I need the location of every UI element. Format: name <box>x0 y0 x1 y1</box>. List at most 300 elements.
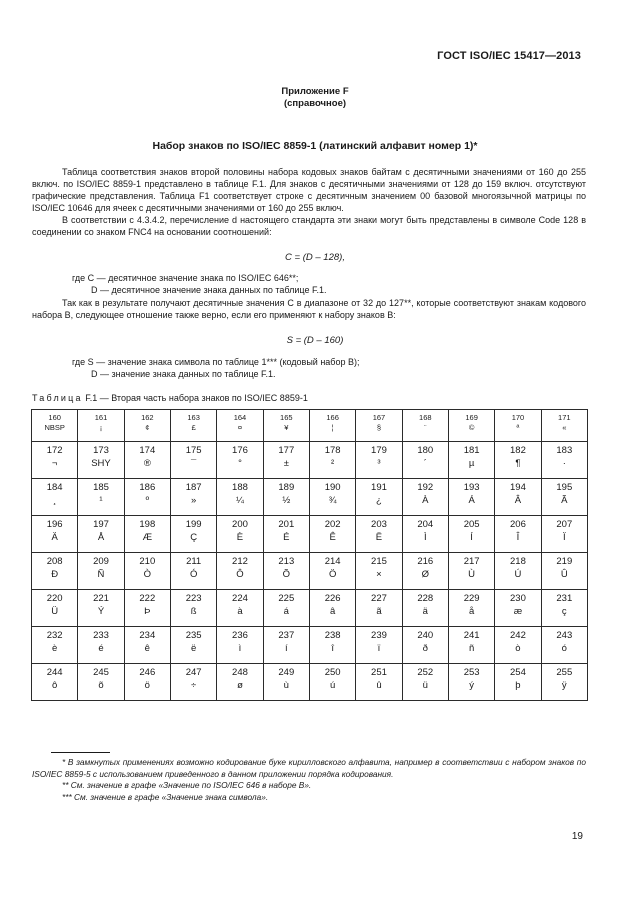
table-cell <box>32 590 78 627</box>
character-glyph: Ñ <box>97 568 105 580</box>
character-glyph: º <box>145 494 150 506</box>
character-glyph: ð <box>422 642 428 654</box>
table-cell <box>263 664 309 701</box>
character-glyph: ¥ <box>284 423 289 432</box>
table-row <box>32 664 588 701</box>
character-glyph: ë <box>191 642 197 654</box>
character-glyph: ø <box>237 679 243 691</box>
decimal-code: 164 <box>233 413 247 422</box>
decimal-code: 247 <box>185 667 202 678</box>
decimal-code: 225 <box>278 593 295 604</box>
character-glyph: µ <box>468 457 475 469</box>
decimal-code: 246 <box>139 667 156 678</box>
decimal-code: 214 <box>324 556 341 567</box>
character-glyph: ¼ <box>236 494 244 506</box>
decimal-code: 244 <box>46 667 63 678</box>
character-glyph: ã <box>376 605 382 617</box>
table-cell <box>170 627 216 664</box>
decimal-code: 220 <box>46 593 63 604</box>
decimal-code: 169 <box>465 413 478 422</box>
table-cell <box>217 553 263 590</box>
decimal-code: 199 <box>185 519 202 530</box>
table-row <box>32 590 588 627</box>
character-glyph: ² <box>331 457 335 469</box>
table-cell <box>356 590 402 627</box>
decimal-code: 192 <box>417 482 434 493</box>
character-glyph: ¤ <box>237 423 243 432</box>
table-cell <box>124 590 170 627</box>
character-glyph: ¢ <box>145 423 150 432</box>
character-glyph: Ü <box>51 605 59 617</box>
decimal-code: 168 <box>419 413 432 422</box>
table-cell <box>78 664 124 701</box>
decimal-code: 189 <box>278 482 295 493</box>
table-cell <box>402 627 448 664</box>
decimal-code: 231 <box>556 593 573 604</box>
character-glyph: æ <box>513 605 523 617</box>
character-glyph: Â <box>514 494 522 506</box>
character-glyph: Ó <box>189 568 198 580</box>
table-cell <box>448 479 494 516</box>
character-glyph: ä <box>422 605 428 617</box>
footnotes <box>32 757 586 803</box>
character-glyph: ® <box>143 457 151 469</box>
table-cell <box>263 410 309 442</box>
character-glyph: ¸ <box>53 494 57 506</box>
character-glyph: » <box>191 494 197 506</box>
decimal-code: 253 <box>463 667 480 678</box>
table-cell <box>78 553 124 590</box>
decimal-code: 173 <box>93 445 109 456</box>
table-cell <box>495 627 541 664</box>
table-cell <box>541 516 587 553</box>
table-cell <box>32 664 78 701</box>
formula-1: C = (D – 128), <box>285 252 345 263</box>
character-glyph: ¯ <box>191 457 197 469</box>
character-glyph: û <box>376 679 382 691</box>
character-glyph: ¬ <box>51 457 58 469</box>
decimal-code: 184 <box>46 482 63 493</box>
character-glyph: ¨ <box>424 423 427 432</box>
legend-c: где C — десятичное значение знака по ISO/IEC 646**; <box>72 273 299 283</box>
decimal-code: 183 <box>556 445 573 456</box>
table-cell <box>217 479 263 516</box>
decimal-code: 187 <box>185 482 202 493</box>
table-cell <box>263 442 309 479</box>
character-glyph: É <box>283 531 290 543</box>
table-cell <box>170 442 216 479</box>
table-cell <box>402 479 448 516</box>
character-glyph: ³ <box>377 457 381 469</box>
table-cell <box>217 664 263 701</box>
character-glyph: å <box>468 605 475 617</box>
table-cell <box>356 553 402 590</box>
table-cell <box>78 516 124 553</box>
decimal-code: 178 <box>324 445 341 456</box>
decimal-code: 234 <box>139 630 156 641</box>
character-glyph: Ä <box>51 531 58 543</box>
decimal-code: 166 <box>326 413 339 422</box>
table-cell <box>170 479 216 516</box>
table-row <box>32 442 588 479</box>
table-cell <box>448 516 494 553</box>
table-cell <box>263 627 309 664</box>
decimal-code: 212 <box>232 556 248 567</box>
character-glyph: Ø <box>421 568 429 580</box>
character-glyph: ± <box>283 457 289 469</box>
table-cell <box>495 553 541 590</box>
character-glyph: â <box>329 605 336 617</box>
character-glyph: ô <box>52 679 58 691</box>
table-caption-label: Таблица <box>32 393 83 403</box>
decimal-code: 170 <box>511 413 525 422</box>
character-glyph: ¾ <box>328 494 337 506</box>
character-glyph: · <box>562 457 566 469</box>
character-glyph: ½ <box>282 494 291 506</box>
decimal-code: 216 <box>417 556 434 567</box>
character-glyph: é <box>98 642 104 654</box>
decimal-code: 210 <box>139 556 156 567</box>
decimal-code: 181 <box>463 445 480 456</box>
character-glyph: ÿ <box>561 679 567 691</box>
decimal-code: 208 <box>46 556 63 567</box>
character-glyph: þ <box>515 679 521 691</box>
decimal-code: 188 <box>232 482 248 493</box>
legend-d2: D — значение знака данных по таблице F.1. <box>91 368 276 379</box>
character-glyph: Á <box>468 494 475 506</box>
table-cell <box>448 627 494 664</box>
page-number: 19 <box>571 831 583 842</box>
decimal-code: 239 <box>371 630 387 641</box>
table-cell <box>356 442 402 479</box>
table-cell <box>32 553 78 590</box>
character-glyph: NBSP <box>44 423 65 432</box>
decimal-code: 171 <box>558 413 571 422</box>
paragraph-2: В соответствии с 4.3.4.2, перечисление d настоящего стандарта эти знаки могут быть представлены в символе Code 128 в соединении со знаком FNC4 на основании соотношений: <box>32 215 586 238</box>
character-glyph: ¹ <box>99 494 103 506</box>
table-cell <box>217 410 263 442</box>
table-cell <box>495 516 541 553</box>
decimal-code: 203 <box>371 519 387 530</box>
intro-text <box>32 166 586 239</box>
table-cell <box>309 479 355 516</box>
table-cell <box>263 553 309 590</box>
table-cell <box>309 410 355 442</box>
paragraph-3-block <box>32 297 586 321</box>
character-glyph: ¿ <box>376 494 382 506</box>
table-cell <box>402 410 448 442</box>
table-cell <box>217 627 263 664</box>
paragraph-3: Так как в результате получают десятичные значения C в диапазоне от 32 до 127**, которые соответствуют знакам кодового набора B, следующее отношение также верно, если его применяют к набору знаков B: <box>32 298 586 321</box>
decimal-code: 207 <box>556 519 573 530</box>
decimal-code: 198 <box>139 519 156 530</box>
table-cell <box>448 410 494 442</box>
character-glyph: õ <box>98 679 104 691</box>
character-glyph: Å <box>97 531 105 543</box>
table-cell <box>32 627 78 664</box>
decimal-code: 190 <box>324 482 341 493</box>
decimal-code: 182 <box>510 445 526 456</box>
character-glyph: Ò <box>143 568 152 580</box>
character-glyph: × <box>376 568 382 580</box>
decimal-code: 193 <box>463 482 480 493</box>
decimal-code: 233 <box>93 630 109 641</box>
legend-s: где S — значение знака символа по таблице 1*** (кодовый набор B); <box>72 357 360 367</box>
decimal-code: 217 <box>463 556 480 567</box>
character-glyph: ï <box>377 642 381 654</box>
decimal-code: 200 <box>232 519 248 530</box>
table-cell <box>170 664 216 701</box>
table-cell <box>309 590 355 627</box>
decimal-code: 161 <box>94 413 108 422</box>
character-glyph: î <box>331 642 334 654</box>
character-glyph: ò <box>515 642 521 654</box>
table-cell <box>309 442 355 479</box>
footnote-separator <box>51 752 110 753</box>
character-glyph: Ì <box>423 531 427 543</box>
decimal-code: 174 <box>139 445 156 456</box>
decimal-code: 230 <box>510 593 526 604</box>
decimal-code: 255 <box>556 667 573 678</box>
decimal-code: 219 <box>556 556 573 567</box>
decimal-code: 201 <box>278 519 295 530</box>
character-glyph: £ <box>191 423 196 432</box>
table-cell <box>541 442 587 479</box>
decimal-code: 221 <box>93 593 109 604</box>
decimal-code: 249 <box>278 667 295 678</box>
table-cell <box>78 590 124 627</box>
decimal-code: 218 <box>510 556 526 567</box>
decimal-code: 180 <box>417 445 434 456</box>
character-glyph: Ð <box>51 568 59 580</box>
table-cell <box>495 590 541 627</box>
decimal-code: 232 <box>46 630 63 641</box>
table-cell <box>124 479 170 516</box>
decimal-code: 175 <box>185 445 202 456</box>
decimal-code: 252 <box>417 667 434 678</box>
character-glyph: Í <box>470 531 473 543</box>
decimal-code: 197 <box>93 519 109 530</box>
decimal-code: 176 <box>232 445 248 456</box>
decimal-code: 186 <box>139 482 156 493</box>
table-cell <box>170 553 216 590</box>
table-row <box>32 410 588 442</box>
character-glyph: ý <box>469 679 474 691</box>
decimal-code: 228 <box>417 593 434 604</box>
table-cell <box>32 516 78 553</box>
character-glyph: á <box>283 605 289 617</box>
charset-table <box>31 409 588 701</box>
formula-1-legend <box>32 273 586 296</box>
table-cell <box>263 479 309 516</box>
table-cell <box>495 479 541 516</box>
table-cell <box>78 410 124 442</box>
character-glyph: Ý <box>97 605 105 617</box>
table-cell <box>217 442 263 479</box>
table-cell <box>541 479 587 516</box>
table-cell <box>495 410 541 442</box>
table-row <box>32 516 588 553</box>
table-cell <box>356 410 402 442</box>
table-cell <box>32 479 78 516</box>
decimal-code: 213 <box>278 556 295 567</box>
table-caption <box>32 393 308 403</box>
table-row <box>32 479 588 516</box>
table-cell <box>124 553 170 590</box>
table-cell <box>402 442 448 479</box>
character-glyph: Ã <box>561 494 568 506</box>
decimal-code: 177 <box>278 445 295 456</box>
decimal-code: 162 <box>141 413 154 422</box>
table-cell <box>78 627 124 664</box>
decimal-code: 206 <box>510 519 526 530</box>
character-glyph: ß <box>190 605 197 617</box>
table-cell <box>356 516 402 553</box>
decimal-code: 185 <box>93 482 109 493</box>
appendix-title: Приложение F <box>281 86 349 97</box>
character-glyph: è <box>52 642 58 654</box>
table-cell <box>309 627 355 664</box>
footnote-3: *** См. значение в графе «Значение знака символа». <box>62 791 269 802</box>
character-glyph: Õ <box>282 568 290 580</box>
table-cell <box>170 410 216 442</box>
decimal-code: 229 <box>463 593 480 604</box>
table-cell <box>124 442 170 479</box>
table-cell <box>78 479 124 516</box>
table-cell <box>448 442 494 479</box>
table-cell <box>32 410 78 442</box>
character-glyph: Ö <box>328 568 337 580</box>
character-glyph: Ê <box>329 531 336 543</box>
table-cell <box>448 590 494 627</box>
table-cell <box>541 627 587 664</box>
character-glyph: ´ <box>423 457 427 469</box>
table-cell <box>356 479 402 516</box>
table-cell <box>78 442 124 479</box>
table-cell <box>124 627 170 664</box>
footnote-1: * В замкнутых применениях возможно кодирование буке кирилловского алфавита, например в соответствии с набором знаков по ISO/IEC 8859-5 с использованием приведенного в данном приложении порядка кодирования. <box>32 757 586 779</box>
formula-2: S = (D – 160) <box>286 335 344 346</box>
decimal-code: 235 <box>185 630 202 641</box>
character-glyph: « <box>562 423 567 432</box>
table-cell <box>402 664 448 701</box>
decimal-code: 196 <box>46 519 63 530</box>
decimal-code: 245 <box>93 667 109 678</box>
table-cell <box>124 516 170 553</box>
character-glyph: ÷ <box>191 679 197 691</box>
appendix-subtitle: (справочное) <box>283 98 347 109</box>
character-glyph: SHY <box>91 457 111 469</box>
formula-2-legend <box>32 357 586 380</box>
decimal-code: 167 <box>372 413 386 422</box>
character-glyph: § <box>376 423 382 432</box>
decimal-code: 191 <box>371 482 387 493</box>
section-title: Набор знаков по ISO/IEC 8859-1 (латинский алфавит номер 1)* <box>152 140 478 152</box>
table-cell <box>32 442 78 479</box>
character-glyph: ì <box>238 642 242 654</box>
character-glyph: ¡ <box>99 423 103 432</box>
character-glyph: ç <box>561 605 567 617</box>
character-glyph: À <box>422 494 429 506</box>
decimal-code: 179 <box>371 445 387 456</box>
character-glyph: Ë <box>375 531 383 543</box>
decimal-code: 248 <box>232 667 248 678</box>
character-glyph: ¶ <box>515 457 521 469</box>
decimal-code: 222 <box>139 593 156 604</box>
table-cell <box>541 410 587 442</box>
character-glyph: ¦ <box>331 423 334 432</box>
table-cell <box>170 516 216 553</box>
character-glyph: Ú <box>514 568 522 580</box>
table-cell <box>263 516 309 553</box>
decimal-code: 242 <box>510 630 526 641</box>
decimal-code: 215 <box>371 556 387 567</box>
paragraph-1: Таблица соответствия знаков второй половины набора кодовых знаков байтам с десятичными значениями от 160 до 255 включ. по ISO/IEC 8859-1 представлено в таблице F.1. Для знаков с десятичными значениями от 128 до 159 включ. отсутствуют графические представления. Таблица F1 соответствует строке с десятичным значением 00 базовой многоязычной матрицы по ISO/IEC 10646 для ячеек с десятичными значениями от 160 до 255 включ. <box>32 167 586 214</box>
decimal-code: 160 <box>48 413 61 422</box>
character-glyph: à <box>237 605 243 617</box>
character-glyph: Þ <box>144 605 151 617</box>
table-cell <box>541 664 587 701</box>
table-cell <box>356 664 402 701</box>
table-caption-text: F.1 — Вторая часть набора знаков по ISO/IEC 8859-1 <box>85 393 308 403</box>
table-cell <box>309 516 355 553</box>
decimal-code: 240 <box>417 630 434 641</box>
table-cell <box>402 516 448 553</box>
character-glyph: ó <box>561 642 567 654</box>
table-cell <box>448 664 494 701</box>
table-cell <box>309 553 355 590</box>
table-cell <box>263 590 309 627</box>
legend-d: D — десятичное значение знака данных по таблице F.1. <box>91 284 327 295</box>
table-cell <box>495 442 541 479</box>
decimal-code: 211 <box>186 556 202 567</box>
decimal-code: 195 <box>556 482 573 493</box>
character-glyph: Ç <box>190 531 198 543</box>
table-cell <box>448 553 494 590</box>
standard-header: ГОСТ ISO/IEC 15417—2013 <box>437 50 581 62</box>
table-cell <box>124 664 170 701</box>
character-glyph: ù <box>283 679 289 691</box>
table-cell <box>217 590 263 627</box>
table-cell <box>402 553 448 590</box>
decimal-code: 209 <box>93 556 109 567</box>
decimal-code: 227 <box>371 593 387 604</box>
table-cell <box>217 516 263 553</box>
character-glyph: ö <box>144 679 150 691</box>
character-glyph: Ï <box>562 531 566 543</box>
table-cell <box>541 553 587 590</box>
character-glyph: © <box>468 423 475 432</box>
table-cell <box>541 590 587 627</box>
table-row <box>32 627 588 664</box>
decimal-code: 243 <box>556 630 573 641</box>
character-glyph: Æ <box>142 531 153 543</box>
decimal-code: 226 <box>324 593 341 604</box>
decimal-code: 194 <box>510 482 526 493</box>
decimal-code: 254 <box>510 667 526 678</box>
table-cell <box>402 590 448 627</box>
character-glyph: ü <box>422 679 428 691</box>
table-cell <box>309 664 355 701</box>
character-glyph: Û <box>560 568 568 580</box>
table-row <box>32 553 588 590</box>
decimal-code: 163 <box>187 413 200 422</box>
decimal-code: 238 <box>324 630 341 641</box>
decimal-code: 250 <box>324 667 341 678</box>
decimal-code: 237 <box>278 630 295 641</box>
character-glyph: í <box>284 642 288 654</box>
character-glyph: Î <box>516 531 520 543</box>
